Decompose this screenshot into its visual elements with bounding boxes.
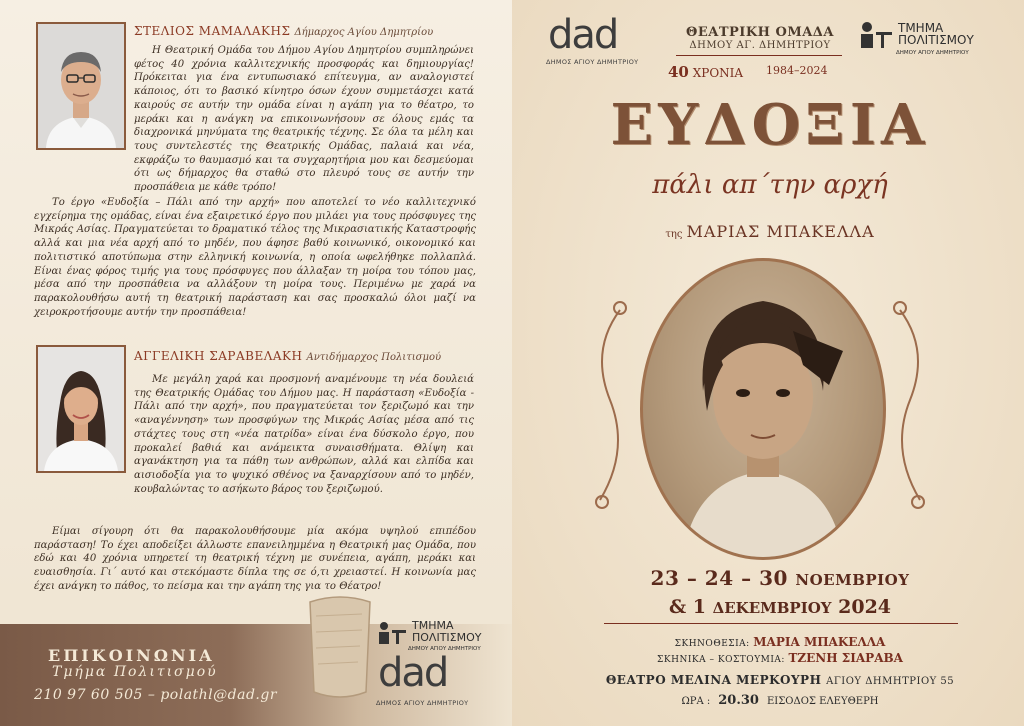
culture-logo-text-bottom: [412, 620, 481, 644]
mayor-heading: [134, 24, 433, 38]
mayor-paragraph-1-text: Η Θεατρική Ομάδα του Δήμου Αγίου Δημητρίου συμπληρώνει φέτος 40 χρόνια καλλιτεχνικής προσφοράς και δημιουργίας! Πρόκειται για ένα εντυπωσιακό επίτευγμα, αν αναλογιστεί κάποιος, ότι το βασικό κίνητρο όσων έχουν συμμετάσχει κατά καιρούς σε αυτήν την ομάδα είναι η αγάπη για το θέατρο, το μεράκι και η ανάγκη να επικοινωνήσουν σε όλους εμάς τα διαχρονικά μηνύματα της θεατρικής τέχνης. Σε όλα τα μέλη και τους συντελεστές της Θεατρικής Ομάδας, παλαιά και νέα, εκφράζω το θαυμασμό και τα συγχαρητήρια μου και δεσμεύομαι ότι ως δήμαρχος θα σταθώ στο πλευρό τους σε αυτήν την προσπάθεια με κάθε τρόπο!: [134, 45, 474, 194]
direction-label: ΣΚΗΝΟΘΕΣΙΑ:: [674, 639, 750, 649]
dates-line-1: [560, 566, 1000, 590]
dad-logo-top: dad: [548, 12, 618, 58]
mayor-paragraph-2-text: Το έργο «Ευδοξία – Πάλι από την αρχή» που αποτελεί το νέο καλλιτεχνικό εγχείρημα της ομάδας, είναι ένα εξαιρετικό έργο που μιλάει για τους πρόσφυγες της Μικράς Ασίας. Πραγματεύεται το δραματικό τέλος της Μικρασιατικής Καταστροφής αλλά και μια νέα αρχή από το μηδέν, που άφησε βαθύ κοινωνικό, οικονομικό και πολιτιστικό αποτύπωμα στην ελληνική κοινωνία, η οποία ωφελήθηκε πολλαπλά. Είναι ένας φόρος τιμής για τους πρόσφυγες που άλλαξαν τη μοίρα του τόπου μας, μέσα από την προσπάθεια να αλλάξουν τη μοίρα τους. Περιμένω με χαρά να παρακολουθήσω αυτή τη θεατρική παράσταση και σας προσκαλώ όλοι μαζί να χειροκροτήσουμε αυτήν την προσπάθεια!: [34, 197, 476, 318]
entry-note: ΕΙΣΟΔΟΣ ΕΛΕΥΘΕΡΗ: [766, 696, 879, 707]
deputy-paragraph-2-text: Είμαι σίγουρη ότι θα παρακολουθήσουμε μία ακόμα υψηλού επιπέδου παράσταση! Το έχει αποδείξει άλλωστε επανειλημμένα η Θεατρική μας Ομάδα, που εδώ και 40 χρόνια υπηρετεί τη θεατρική τέχνη με συνέπεια, αγάπη, μεράκι και ευαισθησία. Γι΄ αυτό και στεκόμαστε δίπλα της σε ό,τι χρειαστεί. Η κοινωνία μας έχει ανάγκη το πάθος, το πείσμα και την αγάπη της για το Θέατρο!: [34, 526, 476, 592]
mayor-portrait-icon: [38, 24, 124, 148]
play-title: ΕΥΔΟΞΙΑ: [610, 92, 930, 158]
years-number: 40: [668, 63, 689, 81]
culture-line-2: ΠΟΛΙΤΙΣΜΟΥ: [412, 631, 482, 644]
mayor-photo: [36, 22, 126, 150]
years-badge: [668, 63, 743, 81]
mayor-paragraph-2: [34, 196, 476, 319]
time-value: 20.30: [718, 693, 759, 708]
contact-title: ΕΠΙΚΟΙΝΩΝΙΑ: [48, 646, 215, 665]
culture-logo-text-top: [898, 22, 974, 46]
year: 2024: [838, 596, 892, 618]
deputy-photo: [36, 345, 126, 473]
deputy-name: ΑΓΓΕΛΙΚΗ ΣΑΡΑΒΕΛΑΚΗ: [134, 349, 303, 363]
mayor-role: Δήμαρχος Αγίου Δημητρίου: [294, 27, 434, 38]
month-1: ΝΟΕΜΒΡΙΟΥ: [795, 571, 910, 589]
dates-1: 23 – 24 – 30: [650, 566, 788, 590]
direction-name: ΜΑΡΙΑ ΜΠΑΚΕΛΛΑ: [753, 635, 886, 649]
scroll-icon: [300, 592, 380, 702]
credit-sets: [560, 651, 1000, 665]
dates-2: 1: [692, 596, 706, 618]
troupe-title: ΘΕΑΤΡΙΚΗ ΟΜΑΔΑ: [686, 25, 834, 40]
mayor-paragraph-1: [134, 44, 474, 195]
venue-name: ΘΕΑΤΡΟ ΜΕΛΙΝΑ ΜΕΡΚΟΥΡΗ: [605, 673, 822, 687]
years-word: ΧΡΟΝΙΑ: [692, 66, 744, 80]
play-subtitle: πάλι απ΄την αρχή: [652, 170, 888, 200]
years-range: 1984–2024: [766, 64, 828, 77]
dates-line-2: [560, 596, 1000, 618]
credit-direction: [560, 635, 1000, 649]
mayor-name: ΣΤΕΛΙΟΣ ΜΑΜΑΛΑΚΗΣ: [134, 24, 291, 38]
troupe-divider: [676, 55, 842, 56]
author-name: ΜΑΡΙΑΣ ΜΠΑΚΕΛΛΑ: [686, 222, 875, 241]
sets-name: ΤΖΕΝΗ ΣΙΑΡΑΒΑ: [788, 651, 903, 665]
dad-logo-sub-bottom: ΔΗΜΟΣ ΑΓΙΟΥ ΔΗΜΗΤΡΙΟΥ: [376, 699, 469, 707]
deputy-heading: [134, 349, 441, 363]
contact-subtitle: Τμήμα Πολιτισμού: [52, 664, 218, 680]
dates-amp: &: [668, 596, 687, 618]
culture-sub-bottom: ΔΗΜΟΥ ΑΓΙΟΥ ΔΗΜΗΤΡΙΟΥ: [408, 646, 481, 652]
time-line: [560, 693, 1000, 708]
time-label: ΩΡΑ :: [681, 696, 711, 707]
culture-logo-top-icon: [858, 20, 896, 50]
deputy-paragraph-1-text: Με μεγάλη χαρά και προσμονή αναμένουμε τη νέα δουλειά της Θεατρικής Ομάδας του Δήμου μας. Η παράσταση «Ευδοξία - Πάλι από την αρχή», που πραγματεύεται τον ξεριζωμό και την «αναγέννηση» των προσφύγων της Μικράς Ασίας μέσα από τις στάχτες τους στη «νέα πατρίδα» είναι ένα δύσκολο έργο, που προκαλεί βαθιά και ανάμεικτα συναισθήματα. Θλίψη και αγανάκτηση για τα πάθη των ανθρώπων, αλλά και ελπίδα και αισιοδοξία για το ψυχικό σθένος να ξαναρχίσουν από το μηδέν, κουβαλώντας το ασήκωτο βάρος του ξεριζωμού.: [134, 374, 474, 495]
troupe-subtitle: ΔΗΜΟΥ ΑΓ. ΔΗΜΗΤΡΙΟΥ: [689, 40, 831, 51]
deputy-role: Αντιδήμαρχος Πολιτισμού: [306, 352, 442, 363]
author-prefix: της: [665, 229, 683, 240]
venue-line: [560, 673, 1000, 687]
dad-logo-bottom: dad: [378, 650, 448, 696]
deputy-portrait-icon: [38, 347, 124, 471]
sets-label: ΣΚΗΝΙΚΑ – ΚΟΣΤΟΥΜΙΑ:: [657, 655, 785, 665]
girl-portrait: [640, 258, 886, 560]
culture-line-1: ΤΜΗΜΑ: [412, 619, 454, 632]
culture-logo-icon: [376, 620, 410, 646]
month-2: ΔΕΚΕΜΒΡΙΟΥ: [712, 599, 832, 617]
deputy-paragraph-2: [34, 525, 476, 594]
credits-divider: [604, 623, 958, 624]
contact-details[interactable]: 210 97 60 505 – polathl@dad.gr: [34, 687, 278, 703]
culture-sub-top: ΔΗΜΟΥ ΑΓΙΟΥ ΔΗΜΗΤΡΙΟΥ: [896, 50, 969, 56]
culture-top-line-1: ΤΜΗΜΑ: [898, 21, 944, 35]
dad-logo-sub-top: ΔΗΜΟΣ ΑΓΙΟΥ ΔΗΜΗΤΡΙΟΥ: [546, 58, 639, 66]
deputy-paragraph-1: [134, 373, 474, 496]
play-author: [560, 222, 980, 241]
girl-portrait-icon: [643, 261, 883, 557]
venue-address: ΑΓΙΟΥ ΔΗΜΗΤΡΙΟΥ 55: [826, 676, 955, 687]
culture-top-line-2: ΠΟΛΙΤΙΣΜΟΥ: [898, 33, 974, 47]
